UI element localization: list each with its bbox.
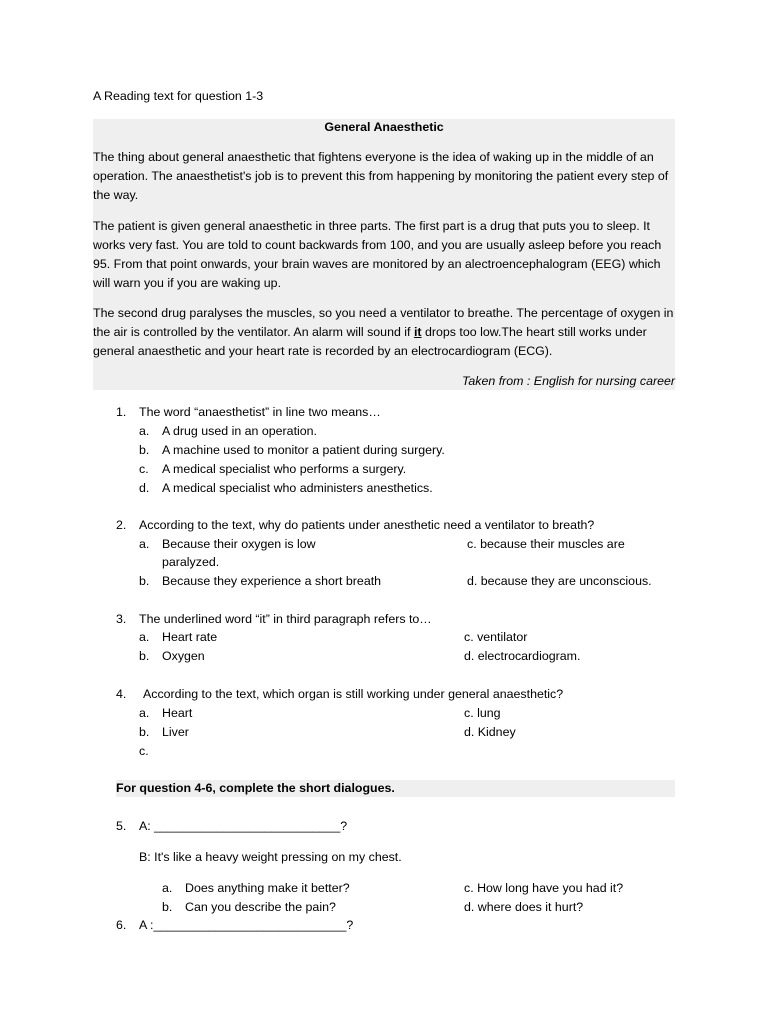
paragraph-3-part-1: The second drug paralyses the muscles, so you need a ventilator to breathe. The percentage of oxygen in the air is controlled by the ventilator. An alarm will sound if [93,306,674,339]
q5-option-a-letter: a. [162,881,173,895]
q4-option-c: c. lung [464,706,501,720]
q5-speaker-b-line: B: It's like a heavy weight pressing on my chest. [139,850,402,864]
q5-speaker-a-line: A: ___________________________? [139,819,348,833]
question-2-text: According to the text, why do patients under anesthetic need a ventilator to breath? [139,518,595,532]
q6-speaker-a-line: A :____________________________? [139,918,354,932]
question-3-number: 3. [116,612,127,626]
question-4-text: According to the text, which organ is still working under general anaesthetic? [143,687,564,701]
q4-option-d: d. Kidney [464,725,516,739]
question-3-text: The underlined word “it” in third paragraph refers to… [139,612,432,626]
passage-source: Taken from : English for nursing career [461,374,675,388]
q3-option-a: Heart rate [162,630,218,644]
q2-option-c-continued: paralyzed. [162,555,220,569]
q2-option-a-letter: a. [139,537,150,551]
document-heading: A Reading text for question 1-3 [93,89,264,103]
q5-option-d: d. where does it hurt? [464,900,584,914]
passage-title: General Anaesthetic [324,120,444,134]
q2-option-d: d. because they are unconscious. [467,574,652,588]
passage-paragraph-1: The thing about general anaesthetic that fightens everyone is the idea of waking up in the middle of an operation. The anaesthetist's job is to prevent this from happening by monitoring the patient every step of the way. [93,150,669,202]
question-6-number: 6. [116,918,127,932]
question-4-number: 4. [116,687,127,701]
q1-option-a-letter: a. [139,424,150,438]
q1-option-d-letter: d. [139,481,150,495]
q4-option-a: Heart [162,706,193,720]
q4-option-a-letter: a. [139,706,150,720]
paragraph-3-part-2: drops too low.The heart still works under general anaesthetic and your heart rate is recorded by an electrocardiogram (ECG). [93,325,647,358]
q3-option-c: c. ventilator [464,630,528,644]
q5-option-a: Does anything make it better? [185,881,350,895]
q3-option-d: d. electrocardiogram. [464,649,581,663]
q1-option-c: A medical specialist who performs a surgery. [162,462,407,476]
underlined-word-it: it [413,325,422,339]
q3-option-b: Oxygen [162,649,205,663]
q1-option-c-letter: c. [139,462,149,476]
q5-option-b: Can you describe the pain? [185,900,336,914]
passage-paragraph-2: The patient is given general anaesthetic in three parts. The first part is a drug that puts you to sleep. It works very fast. You are told to count backwards from 100, and you are usually asleep before you reach 95. From that point onwards, your brain waves are monitored by an alectroencephalogram (EEG) which will warn you if you are waking up. [93,219,662,290]
question-2-number: 2. [116,518,127,532]
q4-option-b-letter: b. [139,725,150,739]
dialogue-instruction: For question 4-6, complete the short dialogues. [116,781,395,795]
question-1-text: The word “anaesthetist” in line two means… [139,405,381,419]
q5-option-c: c. How long have you had it? [464,881,624,895]
q2-option-c: c. because their muscles are [467,537,625,551]
passage-paragraph-3 [93,304,675,361]
q1-option-b: A machine used to monitor a patient during surgery. [162,443,445,457]
q1-option-d: A medical specialist who administers anesthetics. [162,481,433,495]
q3-option-b-letter: b. [139,649,150,663]
q4-empty-option-letter: c. [139,744,149,758]
question-1-number: 1. [116,405,127,419]
q5-option-b-letter: b. [162,900,173,914]
q1-option-b-letter: b. [139,443,150,457]
q4-option-b: Liver [162,725,189,739]
q1-option-a: A drug used in an operation. [162,424,317,438]
q2-option-a: Because their oxygen is low [162,537,316,551]
q3-option-a-letter: a. [139,630,150,644]
question-5-number: 5. [116,819,127,833]
q2-option-b: Because they experience a short breath [162,574,382,588]
q2-option-b-letter: b. [139,574,150,588]
